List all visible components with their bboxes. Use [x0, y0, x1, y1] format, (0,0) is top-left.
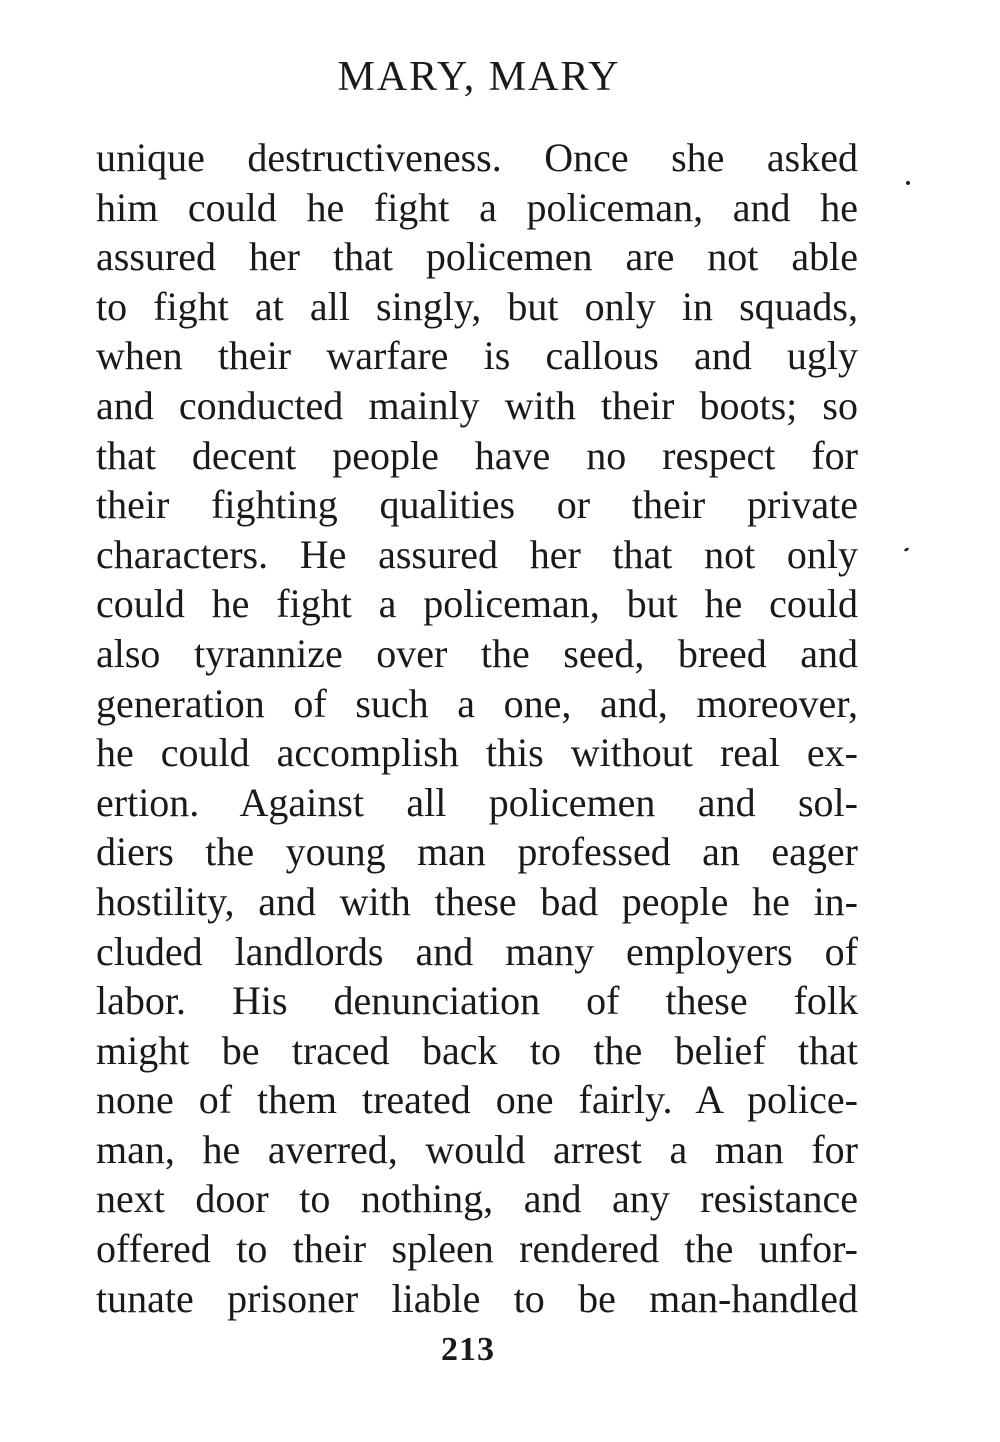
- text-line: ertion. Against all policemen and sol-: [96, 779, 858, 825]
- text-line: man, he averred, would arrest a man for: [96, 1126, 858, 1172]
- text-line: could he fight a policeman, but he could: [96, 581, 858, 627]
- text-line: hostility, and with these bad people he in-: [96, 878, 858, 924]
- text-line: when their warfare is callous and ugly: [96, 333, 858, 379]
- text-line: him could he fight a policeman, and he: [96, 184, 858, 230]
- text-line: that decent people have no respect for: [96, 432, 858, 478]
- text-line: next door to nothing, and any resistance: [96, 1176, 858, 1222]
- text-line: to fight at all singly, but only in squads,: [96, 283, 858, 329]
- running-head: MARY, MARY: [337, 54, 621, 100]
- text-line: none of them treated one fairly. A police-: [96, 1077, 858, 1123]
- text-line: characters. He assured her that not only: [96, 531, 858, 577]
- print-speck: [906, 181, 910, 185]
- text-line: might be traced back to the belief that: [96, 1027, 858, 1073]
- text-line: their fighting qualities or their private: [96, 482, 858, 528]
- text-line: also tyrannize over the seed, breed and: [96, 630, 858, 676]
- text-line: unique destructiveness. Once she asked: [96, 135, 858, 180]
- text-line: diers the young man professed an eager: [96, 829, 858, 875]
- body-text: [96, 133, 858, 1323]
- text-line: tunate prisoner liable to be man-handled: [96, 1275, 858, 1321]
- text-line: labor. His denunciation of these folk: [96, 978, 858, 1024]
- text-line: he could accomplish this without real ex-: [96, 730, 858, 776]
- text-line: assured her that policemen are not able: [96, 234, 858, 280]
- text-line: cluded landlords and many employers of: [96, 928, 858, 974]
- text-line: offered to their spleen rendered the unfor-: [96, 1226, 858, 1272]
- page-number: 213: [441, 1331, 495, 1368]
- text-line: and conducted mainly with their boots; so: [96, 382, 858, 428]
- print-speck: [904, 547, 910, 552]
- text-line: generation of such a one, and, moreover,: [96, 680, 858, 726]
